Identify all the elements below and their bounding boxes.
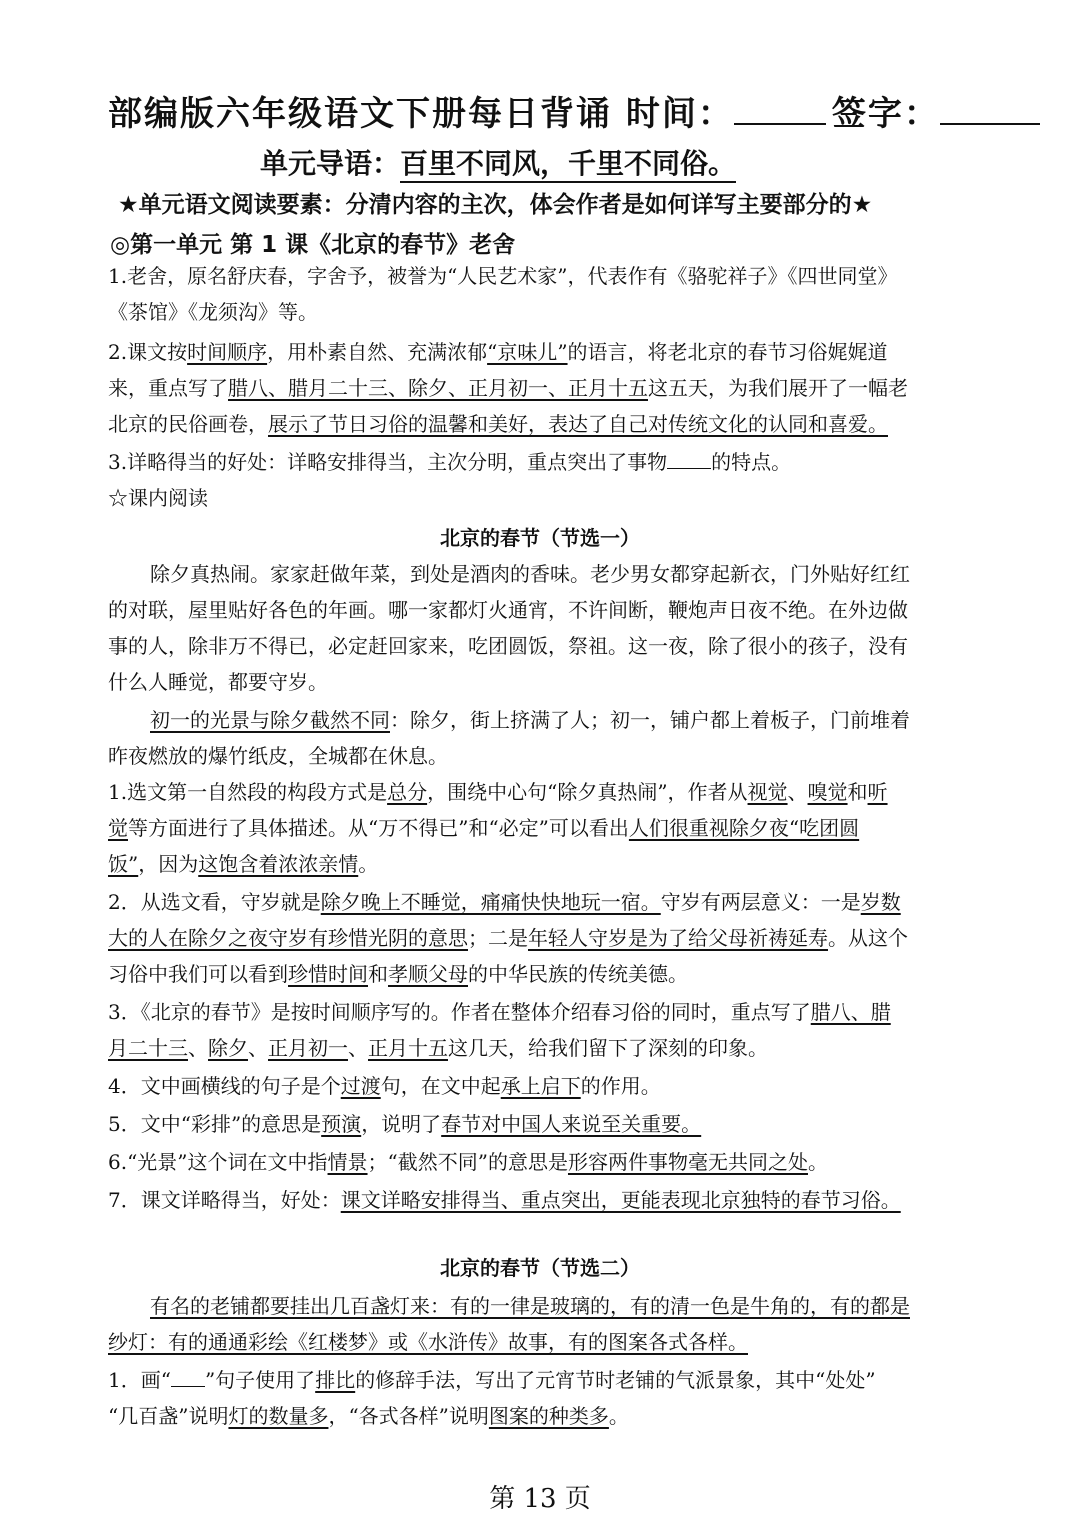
intro-line: 1.老舍，原名舒庆春，字舍予，被誉为“人民艺术家”，代表作有《骆驼祥子》《四世同堂》 — [108, 264, 898, 288]
text: ”句子使用了 — [204, 1368, 316, 1392]
answer: 除夕 — [208, 1036, 248, 1060]
answer: 人们很重视除夕夜“吃团圆 — [628, 816, 860, 840]
text: 的语言，将老北京的春节习俗娓娓道 — [567, 340, 888, 364]
question-line — [108, 774, 888, 810]
text: 。从这个 — [828, 926, 908, 950]
answer: 春节对中国人来说至关重要。 — [441, 1112, 702, 1136]
text: “几百盏”说明 — [108, 1404, 229, 1428]
text: 6.“光景”这个词在文中指 — [108, 1150, 328, 1174]
question-line — [108, 1362, 876, 1398]
text: 1.选文第一自然段的构段方式是 — [108, 780, 388, 804]
text: ，用朴素自然、充满浓郁 — [267, 340, 488, 364]
reading-label: ☆课内阅读 — [108, 486, 208, 510]
intro-line: 《茶馆》《龙须沟》等。 — [108, 300, 318, 324]
answer: 大的人在除夕之夜守岁有珍惜光阴的意思 — [108, 926, 468, 950]
question-line — [108, 1106, 701, 1142]
question-line — [108, 846, 378, 882]
answer: 正月十五 — [368, 1036, 448, 1060]
text: 3.详略得当的好处：详略安排得当，主次分明，重点突出了事物 — [108, 450, 668, 474]
answer: 课文详略安排得当、重点突出，更能表现北京独特的春节习俗。 — [340, 1188, 901, 1212]
answer: 觉 — [108, 816, 128, 840]
text: 北京的民俗画卷， — [108, 412, 268, 436]
text: 这几天，给我们留下了深刻的印象。 — [448, 1036, 768, 1060]
text: 的修辞手法，写出了元宵节时老铺的气派景象，其中“处处” — [355, 1368, 876, 1392]
text: 来，重点写了 — [108, 376, 228, 400]
question-line — [108, 994, 891, 1030]
underlined-sentence: 有名的老铺都要挂出几百盏灯来：有的一律是玻璃的，有的清一色是牛角的，有的都是 — [150, 1294, 910, 1318]
answer: 承上启下 — [500, 1074, 581, 1098]
guide-label: 单元导语： — [260, 147, 401, 180]
passage-line — [150, 1288, 910, 1324]
answer: 排比 — [315, 1368, 356, 1392]
text: 的作用。 — [580, 1074, 661, 1098]
lesson-title: ◎第一单元 第 1 课《北京的春节》老舍 — [110, 232, 516, 258]
text: ；二是 — [468, 926, 528, 950]
text: 7．课文详略得当，好处： — [108, 1188, 341, 1212]
passage-line: 昨夜燃放的爆竹纸皮，全城都在休息。 — [108, 744, 448, 768]
underlined-sentence: 纱灯：有的通通彩绘《红楼梦》或《水浒传》故事，有的图案各式各样。 — [108, 1330, 748, 1354]
fill-blank — [667, 450, 711, 469]
answer: 珍惜时间 — [288, 962, 368, 986]
reading-requirement: ★单元语文阅读要素：分清内容的主次，体会作者是如何详写主要部分的★ — [118, 192, 873, 218]
question-line — [108, 1068, 661, 1104]
intro-line — [108, 334, 888, 370]
text: 守岁有两层意义：一是 — [660, 890, 861, 914]
text: 、 — [248, 1036, 268, 1060]
sign-label: 签字： — [831, 94, 940, 134]
answer: 视觉 — [747, 780, 788, 804]
text: 句，在文中起 — [380, 1074, 501, 1098]
text: 1．画“ — [108, 1368, 171, 1392]
text: 2.课文按 — [108, 340, 188, 364]
text: 的特点。 — [711, 450, 792, 474]
answer: 图案的种类多 — [488, 1404, 609, 1428]
answer: 总分 — [387, 780, 428, 804]
text: 的中华民族的传统美德。 — [468, 962, 688, 986]
answer: 正月初一 — [268, 1036, 348, 1060]
text: 、 — [348, 1036, 368, 1060]
question-line — [108, 1144, 828, 1180]
intro-line — [108, 406, 888, 442]
text: 和 — [847, 780, 868, 804]
page-title — [108, 86, 1040, 135]
question-line — [108, 1398, 629, 1434]
question-line — [108, 920, 908, 956]
question-line — [108, 1030, 768, 1066]
text: ，说明了 — [361, 1112, 442, 1136]
answer: 时间顺序 — [187, 340, 268, 364]
text: 。 — [807, 1150, 828, 1174]
text: 。 — [608, 1404, 629, 1428]
guide-text: 百里不同风，千里不同俗。 — [400, 147, 736, 183]
answer: 预演 — [321, 1112, 362, 1136]
section-heading: 北京的春节（节选一） — [440, 526, 640, 550]
answer: 情景 — [327, 1150, 368, 1174]
answer: 孝顺父母 — [388, 962, 468, 986]
text: ，因为 — [138, 852, 199, 876]
passage-line — [150, 702, 910, 738]
passage-line: 除夕真热闹。家家赶做年菜，到处是酒肉的香味。老少男女都穿起新衣，门外贴好红红 — [150, 562, 910, 586]
answer: 除夕晚上不睡觉，痛痛快快地玩一宿。 — [320, 890, 661, 914]
text: 5．文中“彩排”的意思是 — [108, 1112, 322, 1136]
passage-line — [108, 1324, 748, 1360]
sign-blank — [940, 122, 1040, 125]
answer: 嗅觉 — [807, 780, 848, 804]
text: ；“截然不同”的意思是 — [367, 1150, 568, 1174]
text: 2．从选文看，守岁就是 — [108, 890, 321, 914]
underlined-sentence: 初一的光景与除夕截然不同 — [150, 708, 390, 732]
fill-blank — [171, 1368, 205, 1387]
page-number: 第 13 页 — [489, 1484, 591, 1514]
text: 。 — [358, 852, 379, 876]
answer: 腊八、腊 — [810, 1000, 891, 1024]
intro-line — [108, 444, 791, 480]
time-blank — [734, 122, 826, 125]
text: 等方面进行了具体描述。从“万不得已”和“必定”可以看出 — [128, 816, 629, 840]
question-line — [108, 956, 688, 992]
passage-line: 什么人睡觉，都要守岁。 — [108, 670, 328, 694]
answer: 这饱含着浓浓亲情 — [198, 852, 359, 876]
text: 4．文中画横线的句子是个 — [108, 1074, 341, 1098]
answer: 形容两件事物毫无共同之处 — [567, 1150, 808, 1174]
text: 、 — [787, 780, 808, 804]
text: ，围绕中心句“除夕真热闹”，作者从 — [427, 780, 748, 804]
answer: 过渡 — [340, 1074, 381, 1098]
intro-line — [108, 370, 908, 406]
section-heading: 北京的春节（节选二） — [440, 1256, 640, 1280]
question-line — [108, 1182, 901, 1218]
unit-guide — [260, 142, 736, 182]
answer: 月二十三 — [108, 1036, 188, 1060]
answer: 岁数 — [860, 890, 901, 914]
answer: 听 — [867, 780, 888, 804]
text: 习俗中我们可以看到 — [108, 962, 288, 986]
answer: “京味儿” — [487, 340, 568, 364]
question-line — [108, 810, 859, 846]
answer: 饭” — [108, 852, 139, 876]
answer: 灯的数量多 — [228, 1404, 329, 1428]
text: 和 — [368, 962, 388, 986]
answer: 展示了节日习俗的温馨和美好，表达了自己对传统文化的认同和喜爱。 — [268, 412, 888, 436]
text: 、 — [188, 1036, 208, 1060]
text: ，“各式各样”说明 — [328, 1404, 489, 1428]
text: 这五天，为我们展开了一幅老 — [648, 376, 908, 400]
text: ：除夕，街上挤满了人；初一，铺户都上着板子，门前堆着 — [390, 708, 910, 732]
answer: 年轻人守岁是为了给父母祈祷延寿 — [528, 926, 828, 950]
passage-line: 事的人，除非万不得已，必定赶回家来，吃团圆饭，祭祖。这一夜，除了很小的孩子，没有 — [108, 634, 908, 658]
answer: 腊八、腊月二十三、除夕、正月初一、正月十五 — [228, 376, 648, 400]
question-line — [108, 884, 901, 920]
title-text: 部编版六年级语文下册每日背诵 时间： — [108, 94, 734, 134]
passage-line: 的对联，屋里贴好各色的年画。哪一家都灯火通宵，不许间断，鞭炮声日夜不绝。在外边做 — [108, 598, 908, 622]
text: 3．《北京的春节》是按时间顺序写的。作者在整体介绍春习俗的同时，重点写了 — [108, 1000, 811, 1024]
